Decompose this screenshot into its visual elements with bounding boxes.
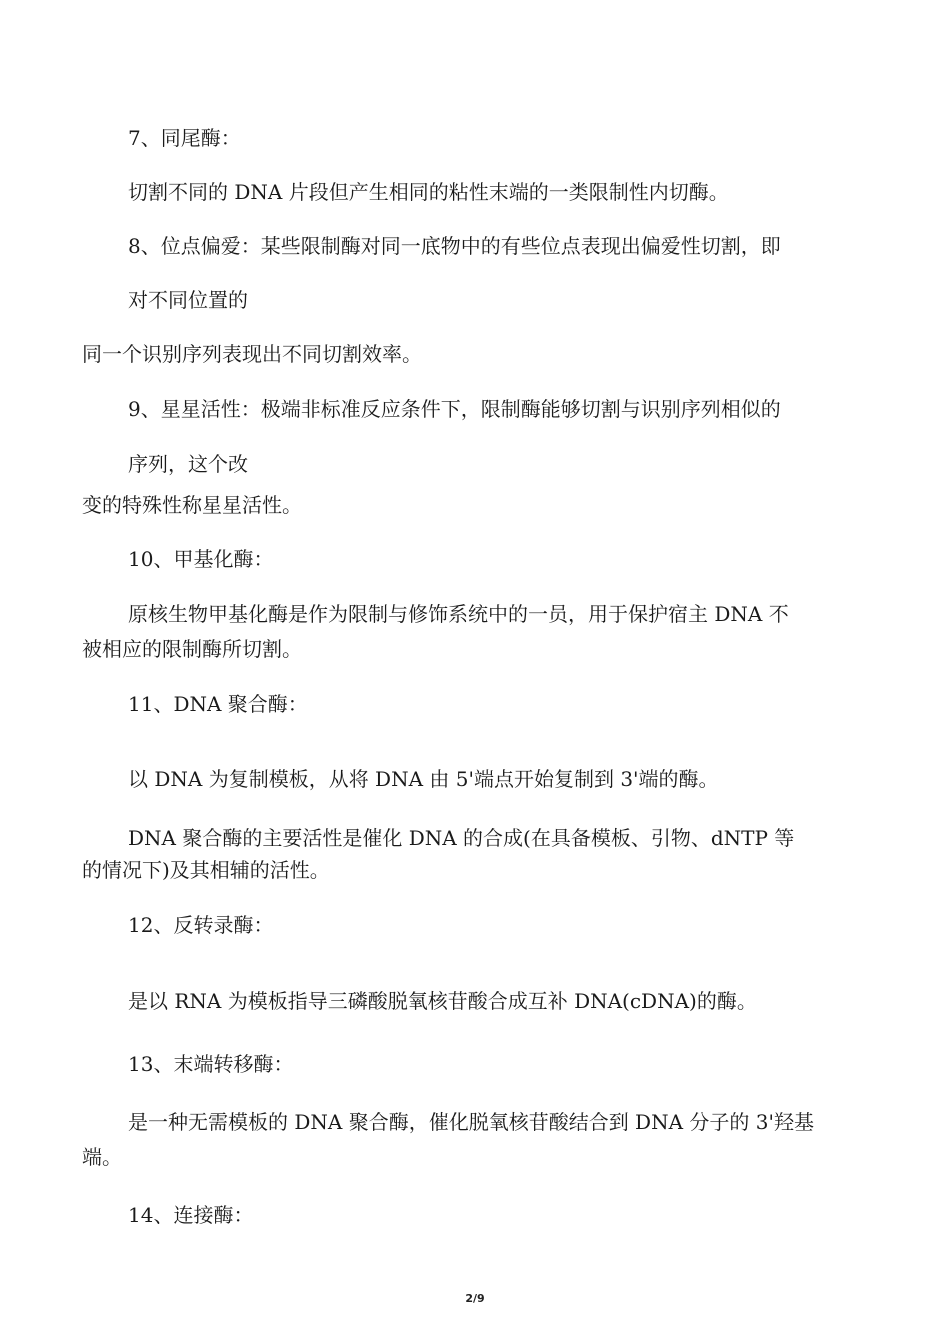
- paragraph-line: DNA 聚合酶的主要活性是催化 DNA 的合成(在具备模板、引物、dNTP 等: [128, 826, 795, 850]
- heading-dna-polymerase: 11、DNA 聚合酶：: [128, 692, 308, 716]
- paragraph-line: 端。: [82, 1145, 122, 1169]
- paragraph-line: 8、位点偏爱：某些限制酶对同一底物中的有些位点表现出偏爱性切割，即: [128, 234, 781, 258]
- paragraph-line: 对不同位置的: [128, 288, 248, 312]
- heading-isocaudamer: 7、同尾酶：: [128, 126, 241, 150]
- paragraph-line: 变的特殊性称星星活性。: [82, 493, 302, 517]
- paragraph-line: 9、星星活性：极端非标准反应条件下，限制酶能够切割与识别序列相似的: [128, 397, 781, 421]
- paragraph-line: 是一种无需模板的 DNA 聚合酶，催化脱氧核苷酸结合到 DNA 分子的 3'羟基: [128, 1110, 814, 1134]
- heading-terminal-transferase: 13、末端转移酶：: [128, 1052, 294, 1076]
- page-number: 2/9: [465, 1292, 485, 1305]
- paragraph-line: 以 DNA 为复制模板，从将 DNA 由 5'端点开始复制到 3'端的酶。: [128, 767, 719, 791]
- heading-ligase: 14、连接酶：: [128, 1203, 254, 1227]
- paragraph-line: 切割不同的 DNA 片段但产生相同的粘性末端的一类限制性内切酶。: [128, 180, 729, 204]
- paragraph-line: 原核生物甲基化酶是作为限制与修饰系统中的一员，用于保护宿主 DNA 不: [128, 602, 789, 626]
- paragraph-line: 的情况下)及其相辅的活性。: [82, 858, 330, 882]
- paragraph-line: 是以 RNA 为模板指导三磷酸脱氧核苷酸合成互补 DNA(cDNA)的酶。: [128, 989, 757, 1013]
- paragraph-line: 同一个识别序列表现出不同切割效率。: [82, 342, 422, 366]
- heading-reverse-transcriptase: 12、反转录酶：: [128, 913, 274, 937]
- heading-methylase: 10、甲基化酶：: [128, 547, 274, 571]
- paragraph-line: 被相应的限制酶所切割。: [82, 637, 302, 661]
- paragraph-line: 序列，这个改: [128, 452, 248, 476]
